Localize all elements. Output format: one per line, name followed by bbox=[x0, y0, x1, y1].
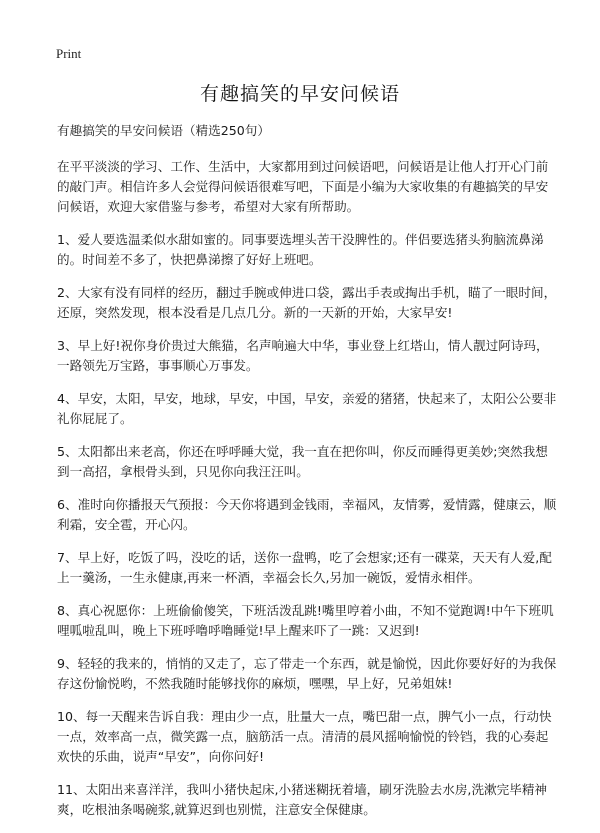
greeting-item: 11、太阳出来喜洋洋，我叫小猪快起床,小猪迷糊抚着墙，刷牙洗脸去水房,洗漱完毕精神爽，吃根油条喝碗浆,就算迟到也别慌，注意安全保健康。 bbox=[57, 782, 548, 817]
print-link[interactable]: Print bbox=[56, 46, 82, 61]
page-title: 有趣搞笑的早安问候语 bbox=[199, 83, 400, 105]
greeting-item: 3、早上好!祝你身价贵过大熊猫，名声响遍大中华，事业登上红塔山，情人靓过阿诗玛，一路领先万宝路，事事顺心万事发。 bbox=[57, 338, 549, 373]
greeting-item: 10、每一天醒来告诉自我：理由少一点，肚量大一点，嘴巴甜一点，脾气小一点，行动快一点，效率高一点，微笑露一点，脑筋活一点。清清的晨风摇响愉悦的铃铛，我的心奏起欢快的乐曲，说声“早安”，向你问好! bbox=[57, 709, 552, 764]
article-body bbox=[57, 121, 557, 833]
greeting-item: 2、大家有没有同样的经历，翻过手腕或伸进口袋，露出手表或掏出手机，瞄了一眼时间，还原，突然发现，根本没看是几点几分。新的一天新的开始，大家早安! bbox=[57, 285, 557, 320]
greeting-item: 7、早上好，吃饭了吗，没吃的话，送你一盘鸭，吃了会想家;还有一碟菜，天天有人爱,配上一羹汤，一生永健康,再来一杯酒，幸福会长久,另加一碗饭，爱情永相伴。 bbox=[57, 550, 552, 585]
greeting-item: 1、爱人要选温柔似水甜如蜜的。同事要选埋头苦干没脾性的。伴侣要选猪头狗脑流鼻涕的。时间差不多了，快把鼻涕擦了好好上班吧。 bbox=[57, 232, 544, 267]
greeting-item: 9、轻轻的我来的，悄悄的又走了，忘了带走一个东西，就是愉悦，因此你要好好的为我保存这份愉悦哟，不然我随时能够找你的麻烦，嘿嘿，早上好，兄弟姐妹! bbox=[57, 656, 557, 691]
greeting-item: 4、早安，太阳，早安，地球，早安，中国，早安，亲爱的猪猪，快起来了，太阳公公要非礼你屁屁了。 bbox=[57, 391, 557, 426]
article-subtitle: 有趣搞笑的早安问候语（精选250句） bbox=[57, 123, 270, 138]
greeting-item: 5、太阳都出来老高，你还在呼呼睡大觉，我一直在把你叫，你反而睡得更美妙;突然我想到一高招，拿根骨头到，只见你向我汪汪叫。 bbox=[57, 444, 548, 479]
greeting-item: 6、准时向你播报天气预报：今天你将遇到金钱雨，幸福风，友情雾，爱情露，健康云，顺利霜，安全雹，开心闪。 bbox=[57, 497, 557, 532]
intro-paragraph: 在平平淡淡的学习、工作、生活中，大家都用到过问候语吧，问候语是让他人打开心门前的敲门声。相信许多人会觉得问候语很难写吧，下面是小编为大家收集的有趣搞笑的早安问候语，欢迎大家借鉴与参考，希望对大家有所帮助。 bbox=[57, 159, 549, 214]
greeting-item: 8、真心祝愿你：上班偷偷傻笑，下班活泼乱跳!嘴里哼着小曲，不知不觉跑调!中午下班叽哩呱啦乱叫，晚上下班呼噜呼噜睡觉!早上醒来吓了一跳：又迟到! bbox=[57, 603, 554, 638]
